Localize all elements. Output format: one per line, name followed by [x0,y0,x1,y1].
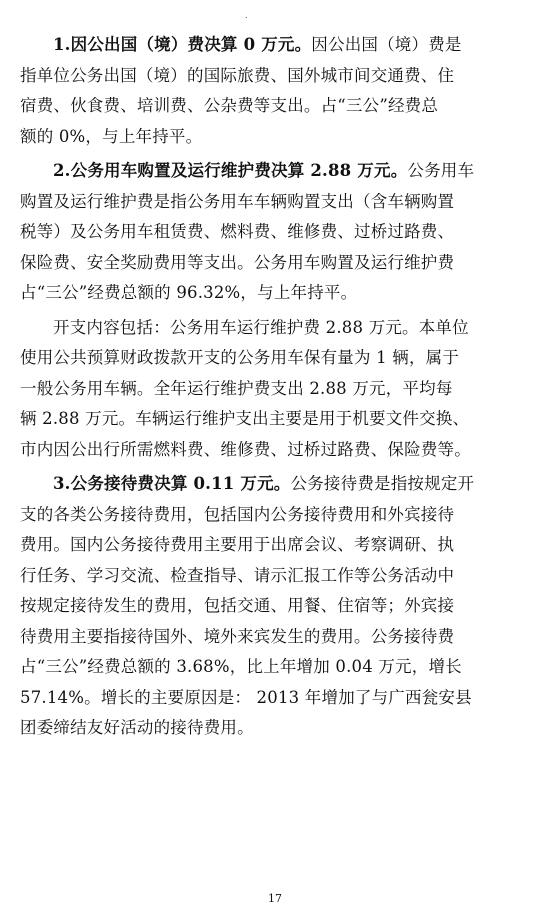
paragraph-line: 开支内容包括：公务用车运行维护费 2.88 万元。本单位 [53,317,469,337]
paragraph-line: 税等）及公务用车租赁费、燃料费、维修费、过桥过路费、 [20,222,455,241]
paragraph-line: 市内因公出行所需燃料费、维修费、过桥过路费、保险费等。 [20,439,471,459]
paragraph-line: 费用。国内公务接待费用主要用于出席会议、考察调研、执 [20,535,455,554]
paragraph-line: 使用公共预算财政拨款开支的公务用车保有量为 1 辆，属于 [20,348,460,367]
paragraph-line: 按规定接待发生的费用，包括交通、用餐、住宿等；外宾接 [20,596,455,615]
paragraph-line: 宿费、伙食费、培训费、公杂费等支出。占“三公”经费总 [20,96,439,115]
paragraph-line: 支的各类公务接待费用，包括国内公务接待费用和外宾接待 [20,504,455,524]
paragraph-line [20,469,525,500]
paragraph-line: 指单位公务出国（境）的国际旅费、国外城市间交通费、住 [20,65,455,85]
paragraph-line: 行任务、学习交流、检查指导、请示汇报工作等公务活动中 [20,565,455,585]
scan-mark: ˙ [244,17,249,27]
paragraph-text: 公务接待费是指按规定开 [290,474,475,493]
paragraph-line: 57.14%。增长的主要原因是： 2013 年增加了与广西瓮安县 [20,687,472,707]
paragraph-text: 因公出国（境）费是 [311,35,462,54]
paragraph-line: 一般公务用车辆。全年运行维护费支出 2.88 万元，平均每 [20,378,453,398]
section-heading: 1.因公出国（境）费决算 0 万元。 [53,35,312,54]
paragraph-line: 额的 0%，与上年持平。 [20,126,203,146]
paragraph-line: 占“三公”经费总额的 3.68%，比上年增加 0.04 万元，增长 [20,657,462,676]
page-number: 17 [268,892,282,905]
paragraph-line: 团委缔结友好活动的接待费用。 [20,718,254,737]
document-body [20,30,525,744]
paragraph-line [20,156,525,187]
paragraph-line [20,30,525,61]
paragraph-line: 购置及运行维护费是指公务用车车辆购置支出（含车辆购置 [20,191,455,211]
paragraph-line: 保险费、安全奖励费用等支出。公务用车购置及运行维护费 [20,252,455,272]
paragraph-line: 待费用主要指接待国外、境外来宾发生的费用。公务接待费 [20,626,455,646]
paragraph-line: 辆 2.88 万元。车辆运行维护支出主要是用于机要文件交换、 [20,409,470,428]
section-heading: 3.公务接待费决算 0.11 万元。 [53,474,291,493]
section-heading: 2.公务用车购置及运行维护费决算 2.88 万元。 [53,161,408,180]
paragraph-text: 公务用车 [407,161,475,180]
paragraph-line: 占“三公”经费总额的 96.32%，与上年持平。 [20,283,358,302]
